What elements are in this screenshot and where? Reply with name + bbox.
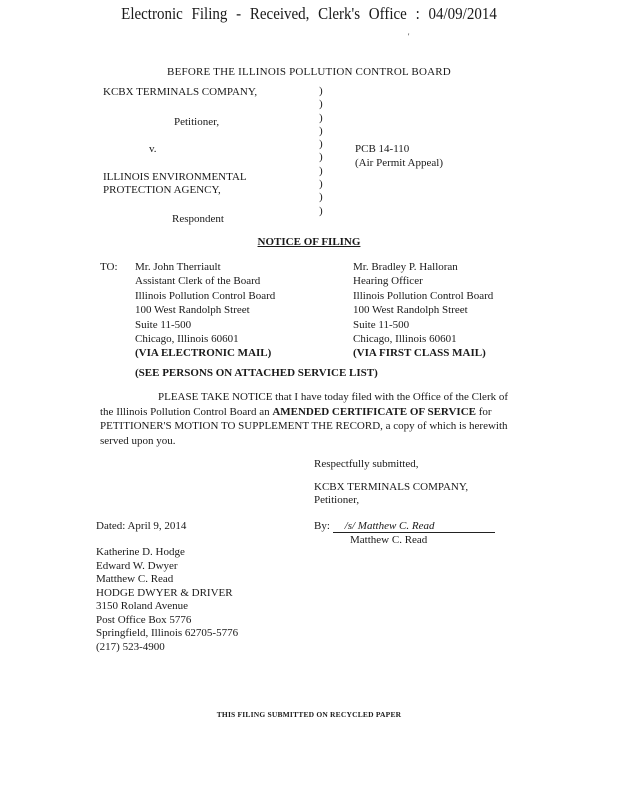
counsel-line: Springfield, Illinois 62705-5776 — [96, 627, 239, 639]
case-type: (Air Permit Appeal) — [355, 157, 443, 169]
recipient-right — [353, 260, 493, 361]
paren: ) — [319, 191, 323, 204]
board-title: BEFORE THE ILLINOIS POLLUTION CONTROL BOARD — [167, 66, 451, 78]
counsel-line: Edward W. Dwyer — [96, 559, 178, 572]
petitioner-role: Petitioner, — [174, 116, 220, 128]
counsel-line: HODGE DWYER & DRIVER — [96, 586, 233, 599]
to-label: TO: — [100, 261, 118, 273]
notice-paragraph — [100, 390, 520, 448]
caption-parentheses — [319, 85, 323, 218]
recipient-suite: Suite 11-500 — [353, 318, 410, 331]
paren: ) — [319, 178, 323, 191]
paren: ) — [319, 164, 323, 177]
paren: ) — [319, 124, 323, 137]
recipient-street: 100 West Randolph Street — [353, 304, 468, 317]
delivery-method: (VIA ELECTRONIC MAIL) — [135, 347, 272, 360]
respondent-name-line-1: ILLINOIS ENVIRONMENTAL — [103, 171, 247, 183]
respondent-name-line-2: PROTECTION AGENCY, — [103, 184, 221, 196]
counsel-line: (217) 523-4900 — [96, 640, 165, 653]
versus: v. — [149, 143, 157, 155]
stamp-mark: ' — [408, 32, 410, 41]
paren: ) — [319, 204, 323, 217]
recipient-name: Mr. Bradley P. Halloran — [353, 261, 458, 273]
paren: ) — [319, 98, 323, 111]
recipient-title: Hearing Officer — [353, 275, 423, 288]
paren: ) — [319, 111, 323, 124]
recipient-suite: Suite 11-500 — [135, 318, 192, 331]
filing-stamp: Electronic Filing - Received, Clerk's Office : 04/09/2014 — [121, 5, 497, 24]
recipient-left — [135, 260, 275, 361]
recipient-city: Chicago, Illinois 60601 — [135, 333, 239, 346]
paren: ) — [319, 85, 323, 97]
recipient-org: Illinois Pollution Control Board — [135, 289, 276, 302]
counsel-line: 3150 Roland Avenue — [96, 600, 189, 612]
paren: ) — [319, 138, 323, 151]
case-number: PCB 14-110 — [355, 143, 410, 155]
counsel-line: Matthew C. Read — [96, 573, 174, 585]
recipient-title: Assistant Clerk of the Board — [135, 275, 261, 288]
by-label: By: — [314, 520, 330, 532]
counsel-line: Post Office Box 5776 — [96, 613, 192, 626]
recipient-city: Chicago, Illinois 60601 — [353, 333, 457, 346]
body-bold-text: AMENDED CERTIFICATE OF SERVICE — [272, 405, 476, 418]
signature-line — [314, 519, 495, 533]
body-text: PLEASE TAKE NOTICE that I have today filed with the Office of the Clerk of the Illinois Pollution Control Board an — [100, 391, 509, 418]
body-text: for PETITIONER'S MOTION TO SUPPLEMENT THE RECORD, a copy of which is herewith served upon you. — [100, 405, 508, 447]
petitioner-name: KCBX TERMINALS COMPANY, — [103, 86, 258, 98]
dated: Dated: April 9, 2014 — [96, 520, 187, 532]
recipient-org: Illinois Pollution Control Board — [353, 289, 494, 302]
recipient-street: 100 West Randolph Street — [135, 304, 250, 317]
signer-company: KCBX TERMINALS COMPANY, — [314, 481, 469, 493]
electronic-signature: /s/ Matthew C. Read — [333, 520, 495, 533]
signer-role: Petitioner, — [314, 494, 360, 506]
respondent-role: Respondent — [172, 213, 224, 225]
recycled-paper-footer: THIS FILING SUBMITTED ON RECYCLED PAPER — [216, 710, 402, 719]
notice-title: NOTICE OF FILING — [257, 236, 361, 248]
delivery-method: (VIA FIRST CLASS MAIL) — [353, 347, 486, 360]
counsel-block — [96, 546, 238, 654]
closing: Respectfully submitted, — [314, 458, 419, 470]
paren: ) — [319, 151, 323, 164]
counsel-line: Katherine D. Hodge — [96, 546, 185, 558]
signer-name: Matthew C. Read — [350, 534, 428, 546]
service-list-note: (SEE PERSONS ON ATTACHED SERVICE LIST) — [135, 367, 378, 379]
recipient-name: Mr. John Therriault — [135, 261, 221, 273]
